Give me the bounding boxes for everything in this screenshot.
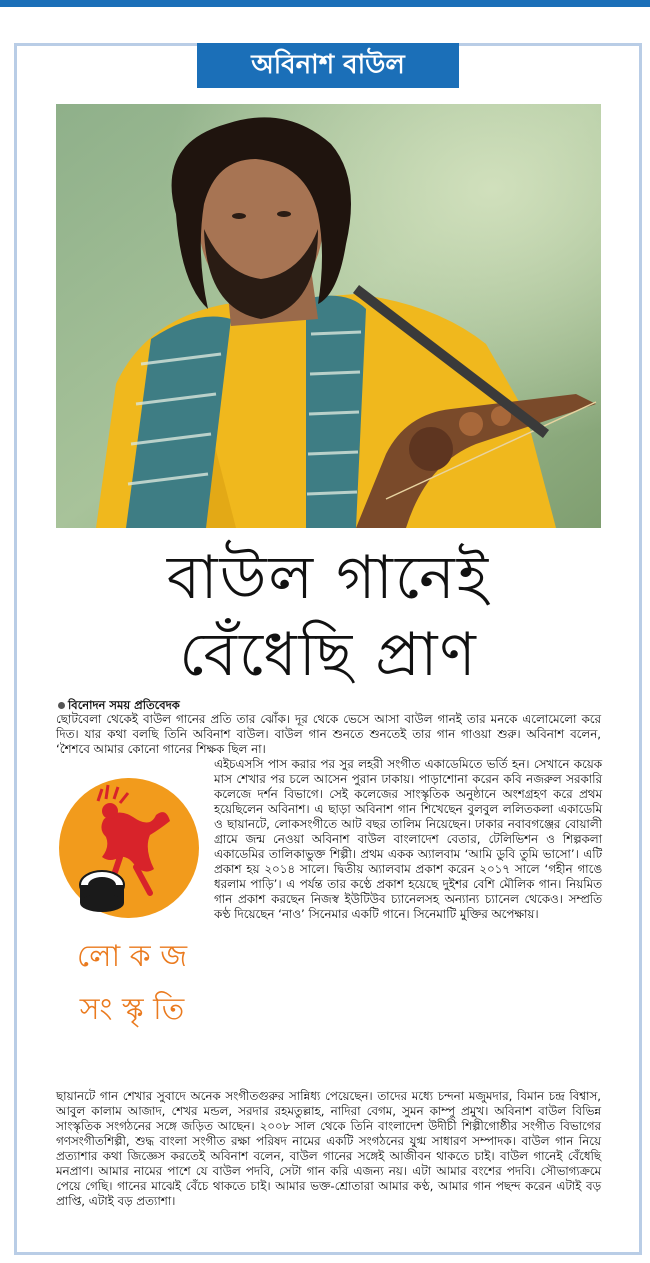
logo-text-line-1: লো ক জ bbox=[76, 939, 188, 974]
article-middle: এইচএসসি পাস করার পর সুর লহরী সংগীত একাডেমিতে ভর্তি হন। সেখানে কয়েক মাস শেখার পর চলে আসেন পুরান ঢাকায়। পাড়াশোনা করেন কবি নজরুল সরকারি কলেজে দর্শন বিভাগে। সেই কলেজের সাংস্কৃতিক অনুষ্ঠানে অংশগ্রহণ করে প্রথম হয়েছিলেন অবিনাশ। এ ছাড়া অবিনাশ গান শিখেছেন বুলবুল ললিতকলা একাডেমি ও ছায়ানটে, লোকসংগীতে আট বছর তালিম নিয়েছেন। ঢাকার নবাবগঞ্জের বোয়ালী গ্রামে জন্ম নেওয়া অবিনাশ বাউল বাংলাদেশ বেতার, টেলিভিশন ও শিল্পকলা একাডেমির তালিকাভুক্ত শিল্পী। প্রথম একক অ্যালবাম ‘আমি ডুবি তুমি ভাসো’। এটি প্রকাশ হয় ২০১৪ সালে। দ্বিতীয় অ্যালবাম প্রকাশ করেন ২০১৭ সালে ‘গহীন গাঙে ধরলাম পাড়ি’। এ পর্যন্ত তার কণ্ঠে প্রকাশ হয়েছে দুইশর বেশি মৌলিক গান। নিয়মিত গান প্রকাশ করছেন নিজস্ব ইউটিউব চ্যানেলসহ অন্যান্য চ্যানেল থেকেও। সম্প্রতি কণ্ঠ দিয়েছেন ‘নাও’ সিনেমার একটি গানে। সিনেমাটি মুক্তির অপেক্ষায়। bbox=[214, 757, 602, 921]
byline-text: বিনোদন সময় প্রতিবেদক bbox=[68, 698, 180, 712]
article-closing: ছায়ানটে গান শেখার সুবাদে অনেক সংগীতগুরুর সান্নিধ্য পেয়েছেন। তাদের মধ্যে চন্দনা মজুমদার, বিমান চন্দ্র বিশ্বাস, আবুল কালাম আজাদ, শেখর মন্ডল, সরদার রহমতুল্লাহ, নাদিরা বেগম, সুমন কাম্পু প্রমুখ। অবিনাশ বাউল বিভিন্ন সাংস্কৃতিক সংগঠনের সঙ্গে জড়িত আছেন। ২০০৮ সাল থেকে তিনি বাংলাদেশ উদীচী শিল্পীগোষ্ঠীর সংগীত বিভাগের গণসংগীতশিল্পী, শুদ্ধ বাংলা সংগীত রক্ষা পরিষদ নামের একটি সংগঠনের যুগ্ম সাধারণ সম্পাদক। বাউল গান নিয়ে প্রত্যাশার কথা জিজ্ঞেস করতেই অবিনাশ বলেন, বাউল গানের সঙ্গেই আজীবন থাকতে চাই। বাউল গানেই বেঁধেছি মনপ্রাণ। আমার নামের পাশে যে বাউল পদবি, সেটা গান করি এজন্য নয়। এটা আমার বংশের পদবি। সৌভাগ্যক্রমে পেয়ে গেছি। গানের মাঝেই বেঁচে থাকতে চাই। আমার ভক্ত-শ্রোতারা আমার কণ্ঠ, আমার গান পছন্দ করেন এটাই বড় প্রাপ্তি, এটাই বড় প্রত্যাশা। bbox=[56, 1089, 601, 1208]
top-rule bbox=[0, 0, 650, 7]
baul-singer-photo-icon bbox=[56, 104, 601, 528]
bullet-icon bbox=[58, 702, 65, 709]
folk-culture-logo-icon bbox=[58, 777, 200, 919]
singer-photo bbox=[56, 104, 601, 528]
section-label: অবিনাশ বাউল bbox=[197, 43, 459, 88]
logo-text-line-2: সং স্কৃ তি bbox=[79, 992, 185, 1027]
headline-line-1: বাউল গানেই bbox=[166, 543, 491, 613]
headline-line-2: বেঁধেছি প্রাণ bbox=[179, 620, 478, 690]
article-intro: ছোটবেলা থেকেই বাউল গানের প্রতি তার ঝোঁক। দূর থেকে ভেসে আসা বাউল গানই তার মনকে এলোমেলো করে দিত। যার কথা বলছি তিনি অবিনাশ বাউল। বাউল গান শুনতে শুনতেই তার গান গাওয়া শুরু। অবিনাশ বলেন, ‘শৈশবে আমার কোনো গানের শিক্ষক ছিল না। bbox=[56, 712, 601, 756]
